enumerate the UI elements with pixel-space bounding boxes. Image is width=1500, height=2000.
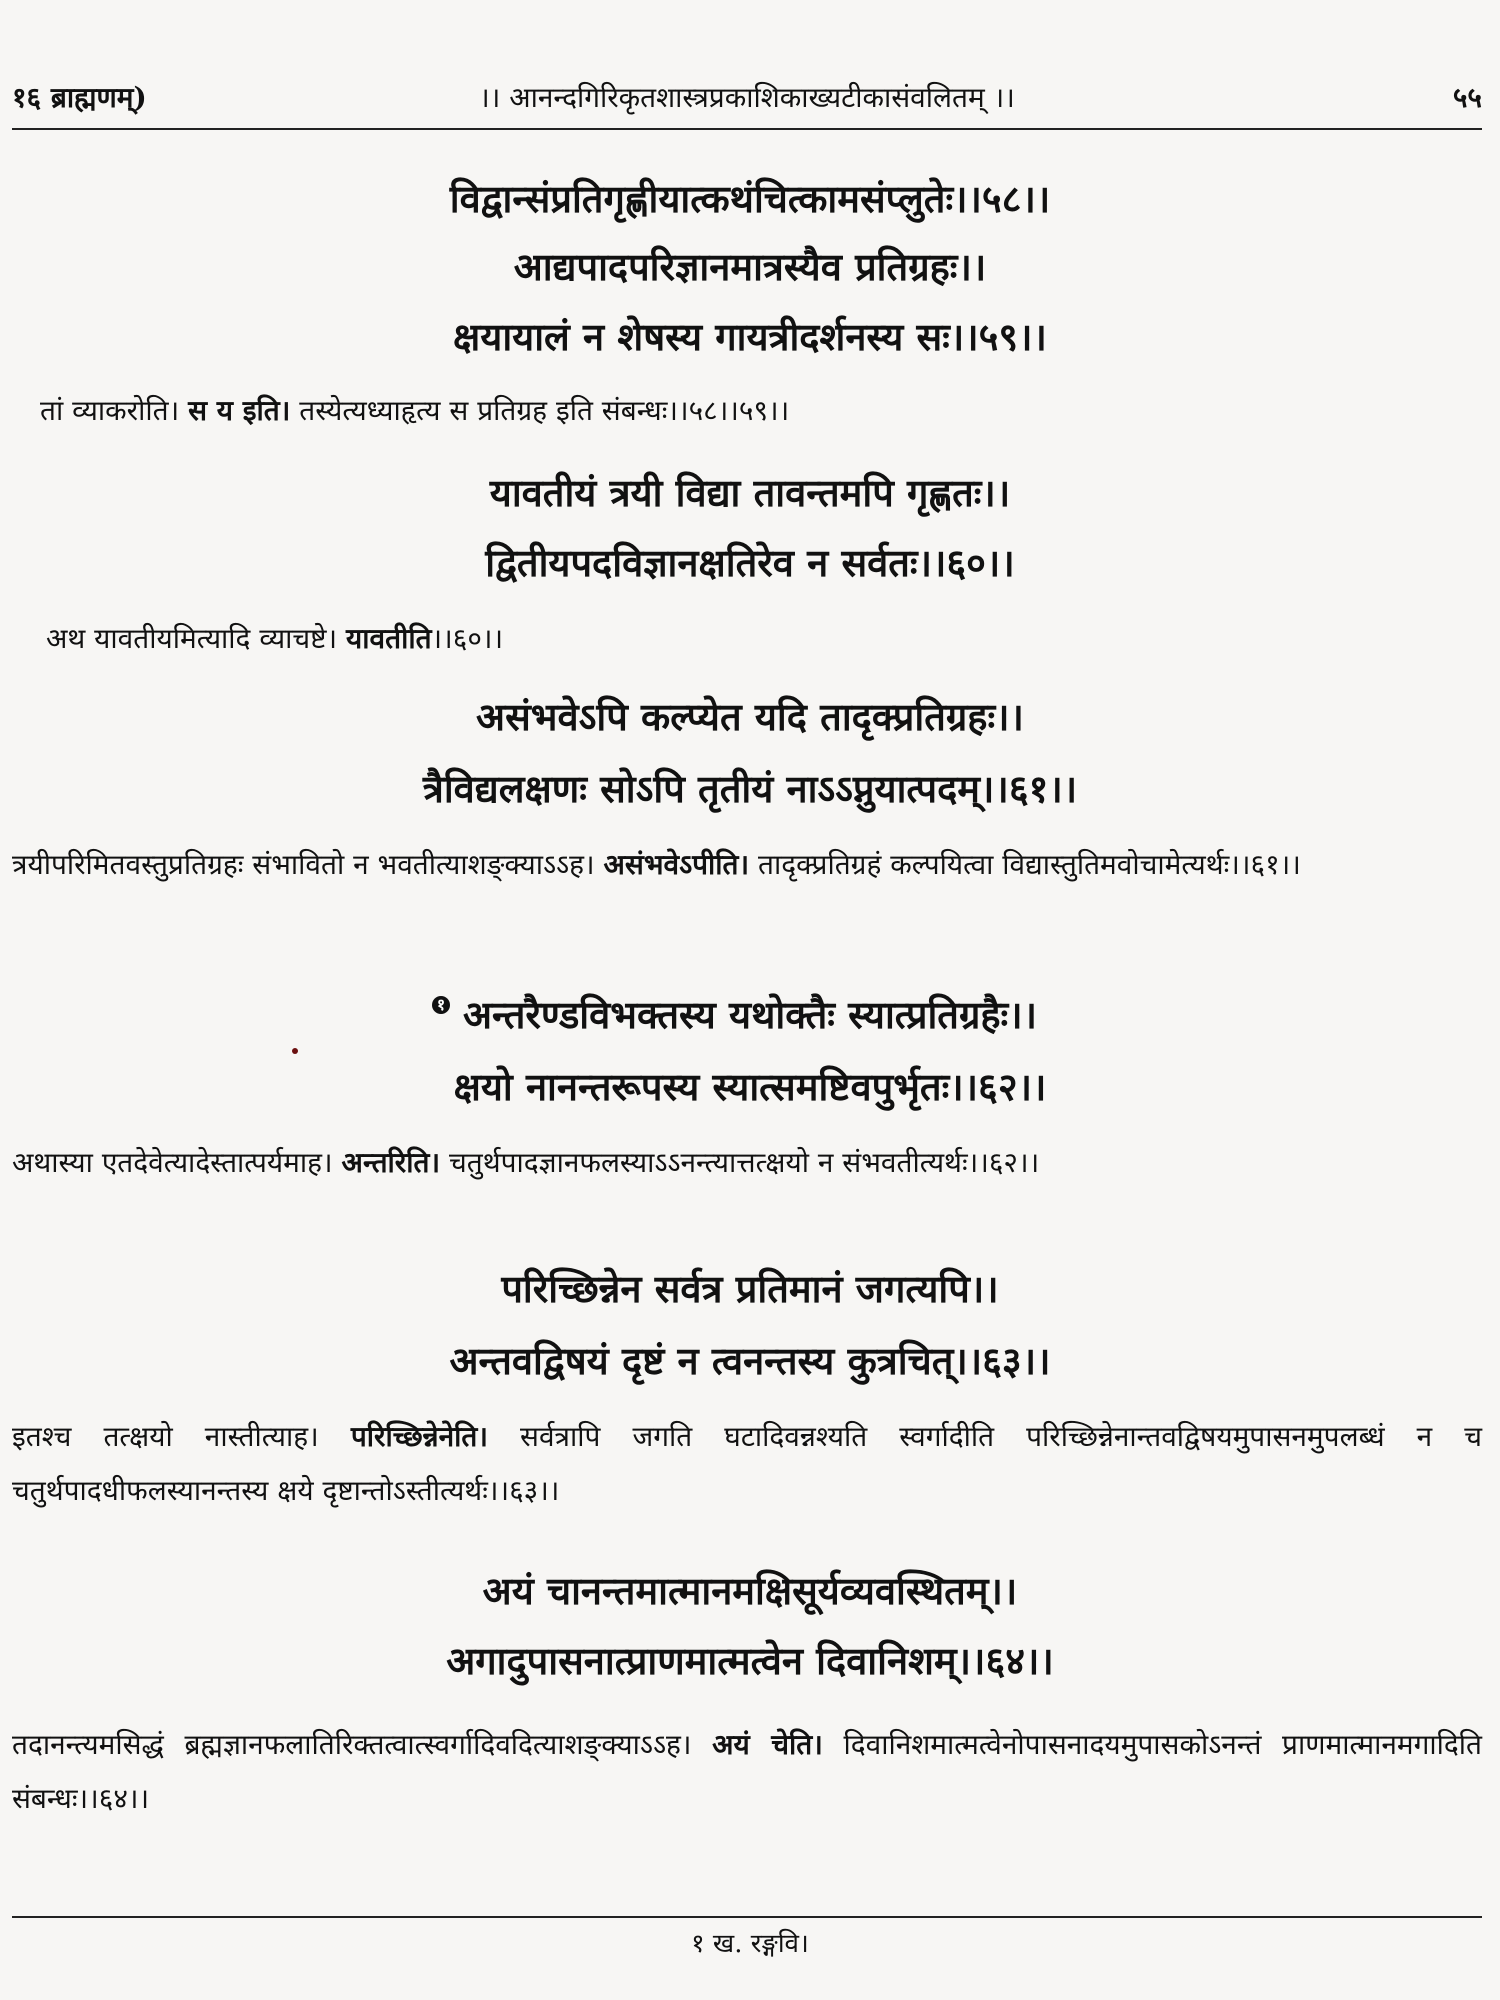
verse-62-line-2: क्षयो नानन्तरूपस्य स्यात्समष्टिवपुर्भृतः।।६२।। [453, 1064, 1047, 1109]
verse-60-line-1: यावतीयं त्रयी विद्या तावन्तमपि गृह्णतः।। [489, 470, 1011, 515]
verse-number: ।।६०।। [431, 622, 504, 655]
header-section-label: १६ ब्राह्मणम्) [12, 81, 147, 114]
footnote-text: १ ख. रङ्गवि। [691, 1929, 809, 1959]
verse-64-line-2: अगादुपासनात्प्राणमात्मत्वेन दिवानिशम्।।६४।। [446, 1638, 1054, 1683]
commentary-text: त्रयीपरिमितवस्तुप्रतिग्रहः संभावितो न भवतीत्याशङ्क्याऽऽह। [12, 848, 595, 881]
commentary-text: चतुर्थपादज्ञानफलस्याऽऽनन्त्यात्तत्क्षयो न संभवतीत्यर्थः।।६२।। [448, 1146, 1040, 1179]
pratika: यावतीति [346, 622, 432, 655]
commentary-60 [46, 612, 1482, 666]
commentary-text: सर्वत्रापि जगति घटादिवन्नश्यति स्वर्गादीति परिच्छिन्नेनान्तवद्विषयमुपासनमुपलब्धं न च चतुर्थपादधीफलस्यानन्तस्य क्षये दृष्टान्तोऽस्तीत्यर्थः।।६३।। [12, 1420, 1483, 1507]
commentary-62 [12, 1136, 1482, 1190]
pratika: असंभवेऽपीति। [603, 848, 750, 881]
commentary-61 [12, 838, 1482, 892]
commentary-text: अथ यावतीयमित्यादि व्याचष्टे। [46, 622, 338, 655]
verse-59-line-1: आद्यपादपरिज्ञानमात्रस्यैव प्रतिग्रहः।। [513, 244, 987, 289]
verse-58-line-1: विद्वान्संप्रतिगृह्णीयात्कथंचित्कामसंप्लुतेः।।५८।। [449, 176, 1051, 221]
commentary-text: इतश्च तत्क्षयो नास्तीत्याह। [12, 1420, 319, 1453]
page-number: ५५ [1452, 81, 1482, 114]
verse-61-line-2: त्रैविद्यलक्षणः सोऽपि तृतीयं नाऽऽप्नुयात्पदम्।।६१।। [422, 766, 1078, 811]
running-header [12, 72, 1482, 116]
commentary-text: दिवानिशमात्मत्वेनोपासनादयमुपासकोऽनन्तं प्राणमात्मानमगादिति संबन्धः।।६४।। [12, 1728, 1482, 1815]
verse-61-line-1: असंभवेऽपि कल्प्येत यदि तादृक्प्रतिग्रहः।। [476, 694, 1024, 739]
header-divider [12, 128, 1482, 130]
commentary-58-59 [40, 384, 1482, 438]
verse-64-line-1: अयं चानन्तमात्मानमक्षिसूर्यव्यवस्थितम्।। [482, 1568, 1018, 1613]
commentary-64 [12, 1718, 1482, 1826]
ink-speck [292, 1048, 298, 1054]
verse-63-line-2: अन्तवद्विषयं दृष्टं न त्वनन्तस्य कुत्रचित्।।६३।। [449, 1338, 1051, 1383]
pratika: अन्तरिति। [341, 1146, 441, 1179]
commentary-text: तदानन्त्यमसिद्धं ब्रह्मज्ञानफलातिरिक्तत्वात्स्वर्गादिवदित्याशङ्क्याऽऽह। [12, 1728, 692, 1761]
commentary-text: तादृक्प्रतिग्रहं कल्पयित्वा विद्यास्तुतिमवोचामेत्यर्थः।।६१।। [758, 848, 1301, 881]
commentary-text: तस्येत्यध्याहृत्य स प्रतिग्रह इति संबन्धः।।५८।।५९।। [299, 394, 790, 427]
verse-60-line-2: द्वितीयपदविज्ञानक्षतिरेव न सर्वतः।।६०।। [485, 540, 1015, 585]
header-title: ।। आनन्दगिरिकृतशास्त्रप्रकाशिकाख्यटीकासंवलितम् ।। [479, 81, 1015, 114]
commentary-63 [12, 1410, 1482, 1518]
footnote-divider [12, 1916, 1482, 1918]
verse-63-line-1: परिच्छिन्नेन सर्वत्र प्रतिमानं जगत्यपि।। [501, 1266, 999, 1311]
commentary-text: तां व्याकरोति। [40, 394, 180, 427]
commentary-text: अथास्या एतदेवेत्यादेस्तात्पर्यमाह। [12, 1146, 333, 1179]
footnote-marker: १ [432, 996, 450, 1014]
pratika: स य इति। [188, 394, 291, 427]
pratika: अयं चेति। [712, 1728, 823, 1761]
verse-62-line-1: अन्तरैण्डविभक्तस्य यथोक्तैः स्यात्प्रतिग्रहैः।। [462, 992, 1038, 1037]
pratika: परिच्छिन्नेनेति। [350, 1420, 488, 1453]
verse-59-line-2: क्षयायालं न शेषस्य गायत्रीदर्शनस्य सः।।५९।। [453, 314, 1047, 359]
